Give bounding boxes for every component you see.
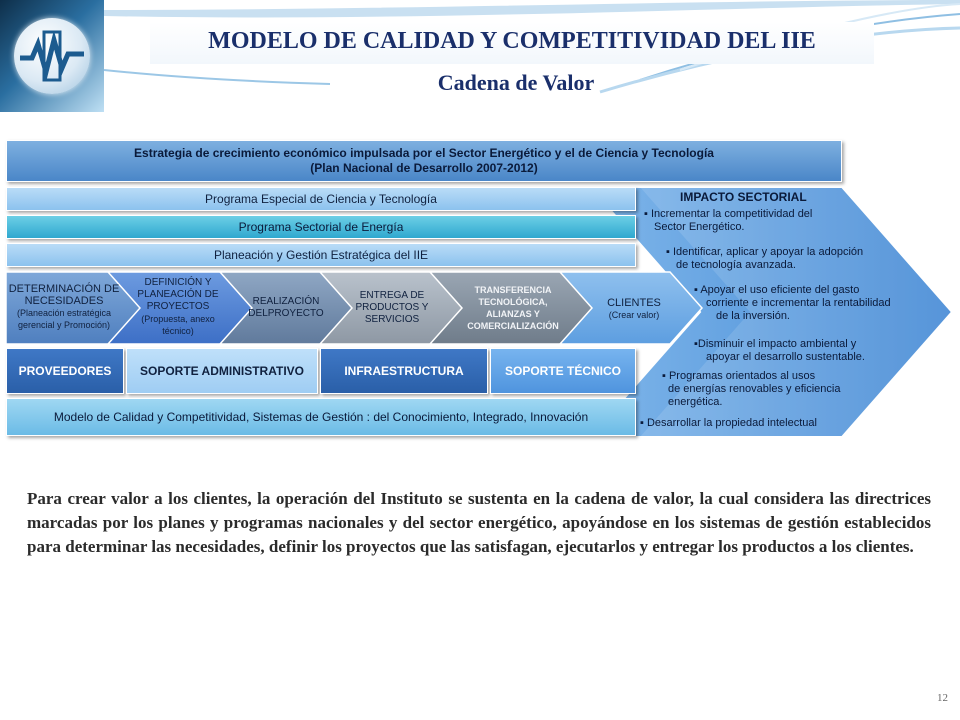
strategy-line2: (Plan Nacional de Desarrollo 2007-2012) [310,161,538,175]
chain-label-determinacion: DETERMINACIÓN DE NECESIDADES (Planeación estratégica gerencial y Promoción) [8,283,120,330]
page-title: MODELO DE CALIDAD Y COMPETITIVIDAD DEL IIE [208,28,816,54]
impact-item-1: ▪ Incrementar la competitividad del Sector Energético. [644,208,813,233]
chain-label-clientes: CLIENTES (Crear valor) [607,297,661,320]
support-proveedores: PROVEEDORES [6,348,124,394]
page-subtitle: Cadena de Valor [437,70,595,95]
chain-label-realizacion: REALIZACIÓN DELPROYECTO [248,296,324,319]
page-number: 12 [937,692,948,704]
model-banner: Modelo de Calidad y Competitividad, Sistemas de Gestión : del Conocimiento, Integrado, Innovación [6,398,636,436]
chain-label-entrega: ENTREGA DE PRODUCTOS Y SERVICIOS [355,290,429,325]
strategy-line1: Estrategia de crecimiento económico impulsada por el Sector Energético y el de Ciencia y Tecnología [134,146,714,160]
strategy-banner [6,140,842,182]
impact-title: IMPACTO SECTORIAL [680,190,807,204]
program-sectorial-energia: Programa Sectorial de Energía [6,215,636,239]
chain-label-transferencia: TRANSFERENCIA TECNOLÓGICA, ALIANZAS Y COMERCIALIZACIÓN [467,285,559,331]
program-planeacion-iie: Planeación y Gestión Estratégica del IIE [6,243,636,267]
support-tecnico: SOPORTE TÉCNICO [490,348,636,394]
impact-item-3: ▪ Apoyar el uso eficiente del gasto corriente e incrementar la rentabilidad de la inversión. [694,284,891,322]
impact-item-4: ▪Disminuir el impacto ambiental y apoyar el desarrollo sustentable. [694,338,865,363]
impact-item-6: ▪ Desarrollar la propiedad intelectual [640,417,817,429]
chain-label-definicion: DEFINICIÓN Y PLANEACIÓN DE PROYECTOS (Propuesta, anexo técnico) [137,277,219,336]
program-ciencia-tecnologia: Programa Especial de Ciencia y Tecnología [6,187,636,211]
impact-item-5: ▪ Programas orientados al usos de energías renovables y eficiencia energética. [662,370,841,408]
support-administrativo: SOPORTE ADMINISTRATIVO [126,348,318,394]
impact-item-2: ▪ Identificar, aplicar y apoyar la adopción de tecnología avanzada. [666,246,864,271]
support-infraestructura: INFRAESTRUCTURA [320,348,488,394]
body-paragraph: Para crear valor a los clientes, la operación del Instituto se sustenta en la cadena de valor, la cual considera las directrices marcadas por los planes y programas nacionales y del sector energético, apoyándose en los sistemas de gestión establecidos para determinar las necesidades, definir los proyectos que las satisfagan, ejecutarlos y entregar los productos a los clientes. [27,489,931,556]
